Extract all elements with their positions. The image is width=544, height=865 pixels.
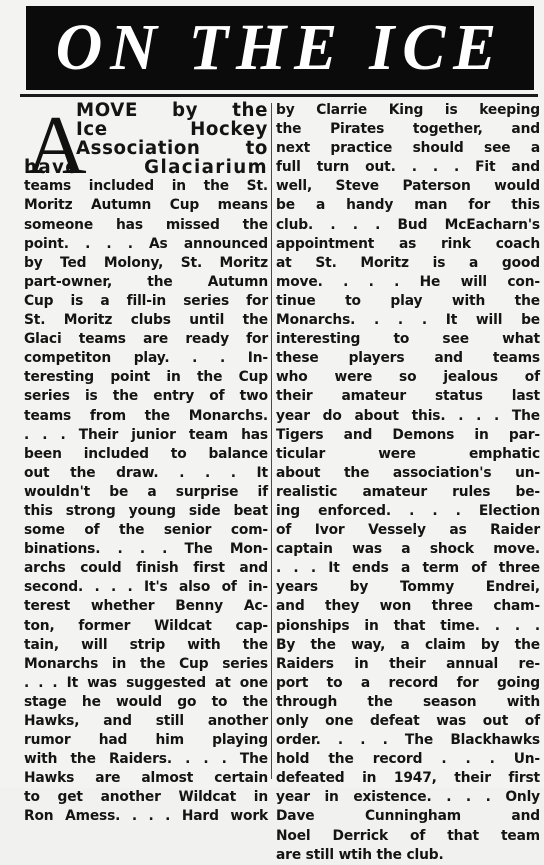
article-text-line: to get another Wildcat in [24,789,268,806]
article-text-line: teams from the Monarchs. [24,407,268,424]
article-text-line: wouldn't be a surprise if [24,483,268,500]
article-text-line: these players and teams [276,350,540,367]
article-text-line: some of the senior com- [24,522,268,539]
article-text-line: ticular were emphatic [276,445,540,462]
article-text-line: Noel Derrick of that team [276,827,540,844]
article-text-line: their amateur status last [276,388,540,405]
right-column-lines [276,101,540,865]
article-text-line: Moritz Autumn Cup means [24,197,268,214]
article-text-line: about the association's un- [276,464,540,481]
article-text-line: appointment as rink coach [276,235,540,252]
headline-rule [20,94,538,97]
article-text-line: teams included in the St. [24,178,268,195]
article-text-line: captain was a shock move. [276,541,540,558]
column-divider [271,103,272,779]
article-text-line: of Ivor Vessely as Raider [276,522,540,539]
article-text-line: competiton play. . . In- [24,350,268,367]
article-text-line: year in existence. . . . Only [276,789,540,806]
article-text-line: pionships in that time. . . . [276,617,540,634]
article-text-line: MOVE by the [76,100,268,121]
article-text-line: second. . . . It's also of in- [24,579,268,596]
article-text-line: been included to balance [24,445,268,462]
article-text-line: through the season with [276,693,540,710]
article-text-line: Hawks, and still another [24,713,268,729]
article-text-line: archs could finish first and [24,560,268,577]
article-text-line: . . . It was suggested at one [24,674,268,691]
article-text-line: well, Steve Paterson would [276,178,540,195]
article-text-line: tinue to play with the [276,292,540,309]
article-text-line: . . . Their junior team has [24,426,268,443]
article-text-line: Hawks are almost certain [24,770,268,787]
article-text-line: Association to [76,138,268,160]
article-body [24,99,540,863]
article-text-line: Tigers and Demons in par- [276,426,540,443]
article-text-line: Dave Cunningham and [276,808,540,825]
article-text-line: the Pirates together, and [276,121,540,138]
article-text-line: St. Moritz clubs until the [24,312,268,329]
article-text-line: year do about this. . . . The [276,407,540,424]
article-text-line: binations. . . . The Mon- [24,541,268,558]
article-text-line: Glaci teams are ready for [24,331,268,348]
article-text-line: point. . . . As announced [24,235,268,252]
article-text-line: Monarchs in the Cup series [24,655,268,672]
article-column-left [24,101,268,827]
article-text-line: by Clarrie King is keeping [276,102,540,118]
article-text-line: teresting point in the Cup [24,369,268,386]
article-text-line: years by Tommy Endrei, [276,579,540,596]
article-text-line: out the draw. . . . It [24,464,268,481]
headline-banner [26,6,534,90]
article-text-line: ing enforced. . . . Election [276,502,540,519]
article-text-line: who were so jealous of [276,369,540,386]
article-text-line: Ron Amess. . . . Hard work [24,808,268,825]
article-text-line: hold the record . . . Un- [276,751,540,768]
article-text-line: interesting to see what [276,331,540,348]
article-text-line: by Ted Molony, St. Moritz [24,254,268,271]
headline-title: ON THE ICE [55,11,505,84]
article-text-line: series is the entry of two [24,388,268,405]
article-text-line: with the Raiders. . . . The [24,751,268,768]
article-text-line: Ice Hockey [76,119,268,141]
article-text-line: terest whether Benny Ac- [24,598,268,615]
article-text-line: only one defeat was out of [276,713,540,729]
article-text-line: at St. Moritz is a good [276,254,540,271]
article-text-line: move. . . . He will con- [276,273,540,290]
article-text-line: order. . . . The Blackhawks [276,732,540,749]
article-text-line: club. . . . Bud McEacharn's [276,216,540,233]
article-text-line: someone has missed the [24,216,268,233]
article-text-line: tain, will strip with the [24,636,268,653]
article-text-line: By the way, a claim by the [276,636,540,653]
article-text-line: Monarchs. . . . It will be [276,312,540,329]
article-text-line: part-owner, the Autumn [24,273,268,290]
drop-cap: A [26,99,87,192]
article-text-line: port to a record for going [276,674,540,691]
article-text-line: defeated in 1947, their first [276,770,540,787]
article-text-line: ton, former Wildcat cap- [24,617,268,634]
article-text-line: realistic amateur rules be- [276,483,540,500]
article-text-line: this strong young side beat [24,502,268,519]
article-column-right [276,101,540,865]
article-text-line: be a handy man for this [276,197,540,214]
article-text-line: stage he would go to the [24,693,268,710]
article-text-line: are still wtih the club. [276,846,444,863]
article-text-line: full turn out. . . . Fit and [276,159,540,176]
article-text-line: next practice should see a [276,140,540,157]
article-text-line: Cup is a fill-in series for [24,292,268,309]
article-text-line: . . . It ends a term of three [276,560,540,577]
left-column-lines [24,177,268,826]
article-text-line: Raiders in their annual re- [276,655,540,672]
article-text-line: rumor had him playing [24,732,268,749]
article-text-line: and they won three cham- [276,598,540,615]
lead-wide-line: have Glaciarium [24,157,268,179]
